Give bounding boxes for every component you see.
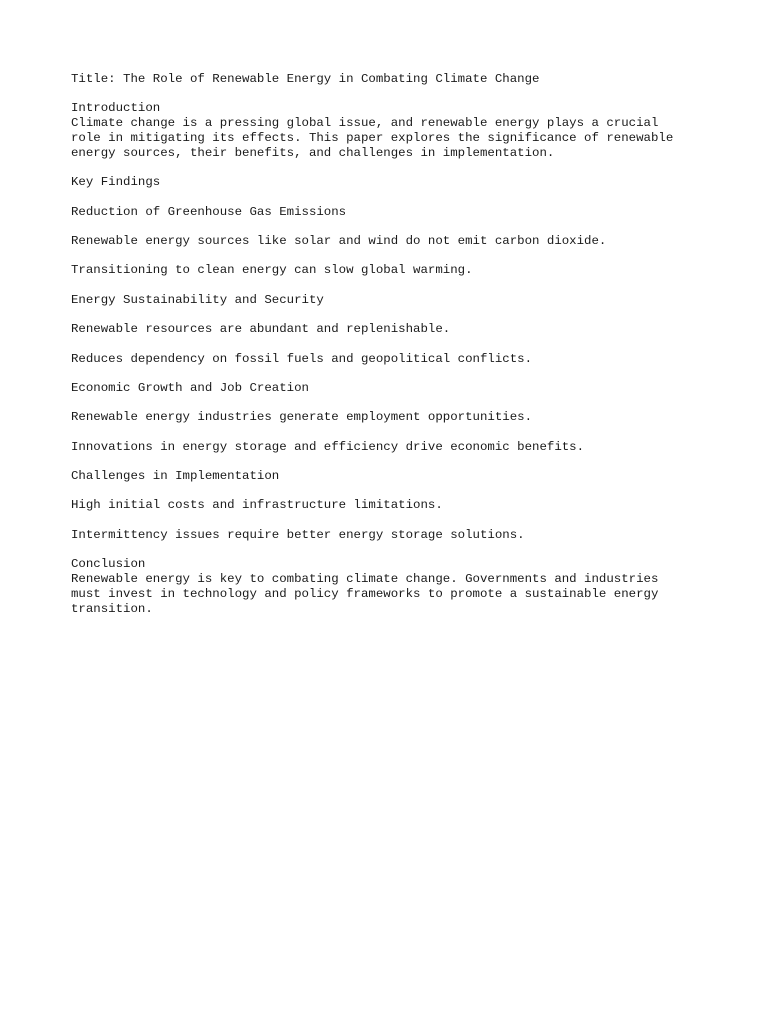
finding-point: High initial costs and infrastructure limitations. (71, 498, 443, 513)
finding-point: Renewable resources are abundant and replenishable. (71, 322, 451, 337)
spacer (71, 278, 711, 293)
spacer (71, 249, 711, 264)
spacer (71, 454, 711, 469)
finding-point: Renewable energy sources like solar and wind do not emit carbon dioxide. (71, 233, 607, 248)
section-heading-economic: Economic Growth and Job Creation (71, 380, 309, 395)
spacer (71, 190, 711, 205)
conclusion-line: transition. (71, 601, 153, 616)
finding-point: Renewable energy industries generate employment opportunities. (71, 410, 533, 425)
spacer (71, 366, 711, 381)
section-heading-challenges: Challenges in Implementation (71, 469, 280, 484)
section-heading-sustainability: Energy Sustainability and Security (71, 292, 324, 307)
spacer (71, 87, 711, 102)
spacer (71, 513, 711, 528)
finding-point: Innovations in energy storage and efficiency drive economic benefits. (71, 439, 585, 454)
conclusion-heading: Conclusion (71, 557, 146, 572)
document-page (71, 72, 711, 616)
spacer (71, 543, 711, 558)
spacer (71, 484, 711, 499)
document-title: Title: The Role of Renewable Energy in Combating Climate Change (71, 72, 540, 86)
spacer (71, 396, 711, 411)
introduction-line: energy sources, their benefits, and challenges in implementation. (71, 145, 555, 160)
spacer (71, 219, 711, 234)
finding-point: Reduces dependency on fossil fuels and geopolitical conflicts. (71, 351, 533, 366)
section-heading-emissions: Reduction of Greenhouse Gas Emissions (71, 204, 347, 219)
conclusion-line: Renewable energy is key to combating climate change. Governments and industries (71, 572, 659, 587)
spacer (71, 161, 711, 176)
introduction-heading: Introduction (71, 101, 161, 116)
finding-point: Intermittency issues require better energy storage solutions. (71, 527, 525, 542)
spacer (71, 337, 711, 352)
finding-point: Transitioning to clean energy can slow global warming. (71, 263, 473, 278)
spacer (71, 308, 711, 323)
introduction-line: role in mitigating its effects. This paper explores the significance of renewable (71, 130, 674, 145)
spacer (71, 425, 711, 440)
introduction-line: Climate change is a pressing global issue, and renewable energy plays a crucial (71, 116, 659, 131)
conclusion-line: must invest in technology and policy frameworks to promote a sustainable energy (71, 586, 659, 601)
key-findings-heading: Key Findings (71, 175, 161, 190)
